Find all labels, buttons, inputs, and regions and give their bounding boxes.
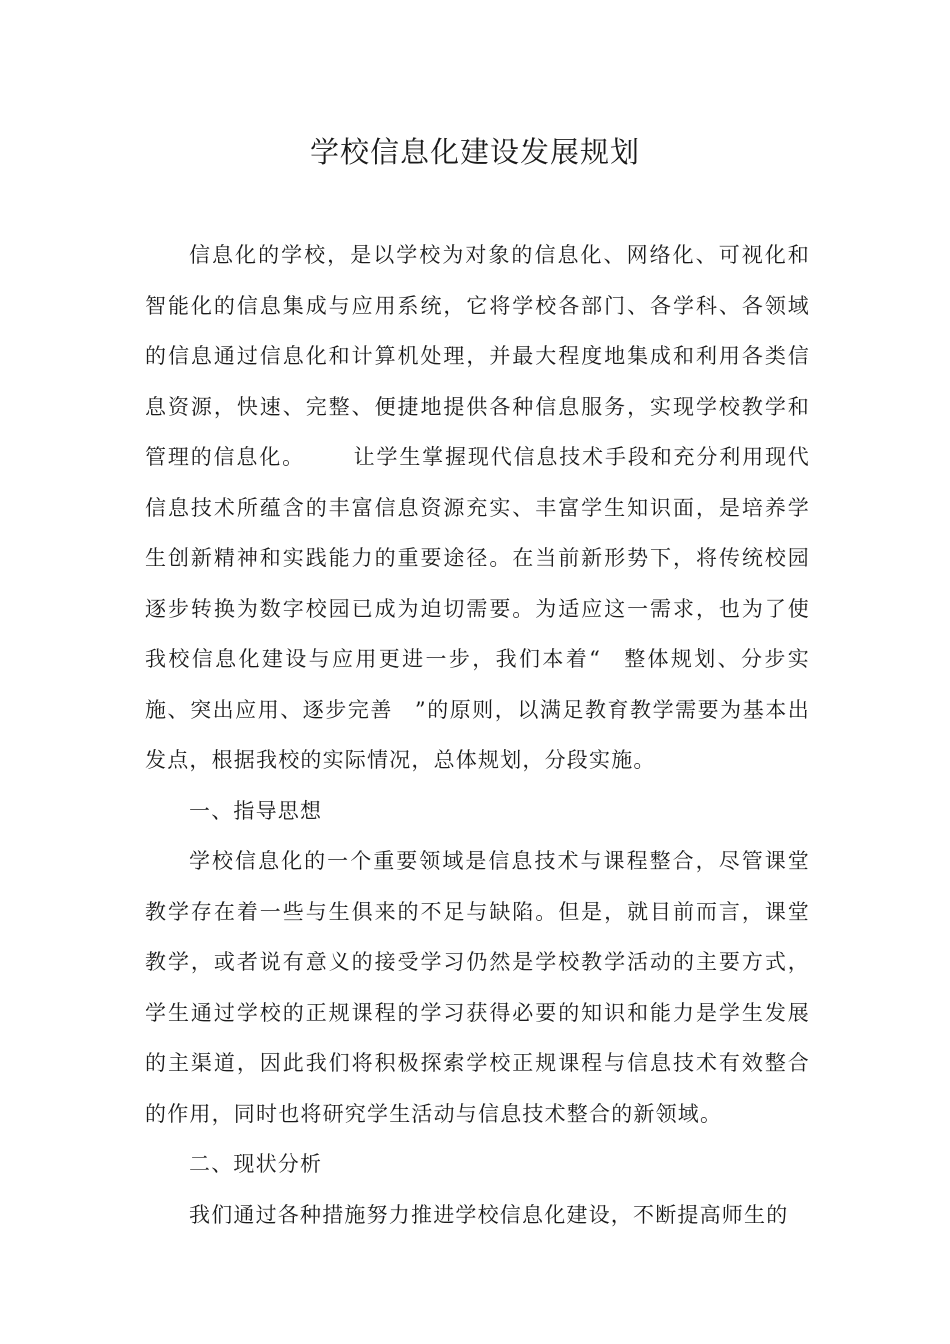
section1-heading: 一、指导思想	[189, 798, 323, 823]
document-body	[145, 230, 810, 1240]
intro-text-part2: 让学生掌握现代信息技术手段和充分利用现代信息技术所蕴含的丰富信息资源充实、丰富学生知识面，是培养学生创新精神和实践能力的重要途径。在当前新形势下，将传统校园逐步转换为数字校园已成为迫切需要。为适应这一需求，也为了使我校信息化建设与应用更进一步，我们本着“	[145, 445, 810, 671]
section2-heading: 二、现状分析	[189, 1152, 323, 1176]
section1-paragraph: 学校信息化的一个重要领域是信息技术与课程整合，尽管课堂教学存在着一些与生俱来的不足与缺陷。但是，就目前而言，课堂教学，或者说有意义的接受学习仍然是学校教学活动的主要方式，学生通过学校的正规课程的学习获得必要的知识和能力是学生发展的主渠道，因此我们将积极探索学校正规课程与信息技术有效整合的作用，同时也将研究学生活动与信息技术整合的新领域。	[145, 849, 810, 1126]
intro-paragraph	[145, 230, 810, 786]
document-title: 学校信息化建设发展规划	[309, 135, 640, 169]
intro-text-part1: 信息化的学校，是以学校为对象的信息化、网络化、可视化和智能化的信息集成与应用系统，它将学校各部门、各学科、各领域的信息通过信息化和计算机处理，并最大程度地集成和利用各类信息资源，快速、完整、便捷地提供各种信息服务，实现学校教学和管理的信息化。	[145, 243, 810, 469]
intro-text-part3: 整体规划、分步实施、突出应用、逐步完善	[145, 647, 810, 722]
intro-text-part4: ”的原则，以满足教育教学需要为基本出发点，根据我校的实际情况，总体规划，分段实施。	[145, 697, 810, 772]
section2-paragraph: 我们通过各种措施努力推进学校信息化建设，不断提高师生的	[189, 1202, 789, 1227]
